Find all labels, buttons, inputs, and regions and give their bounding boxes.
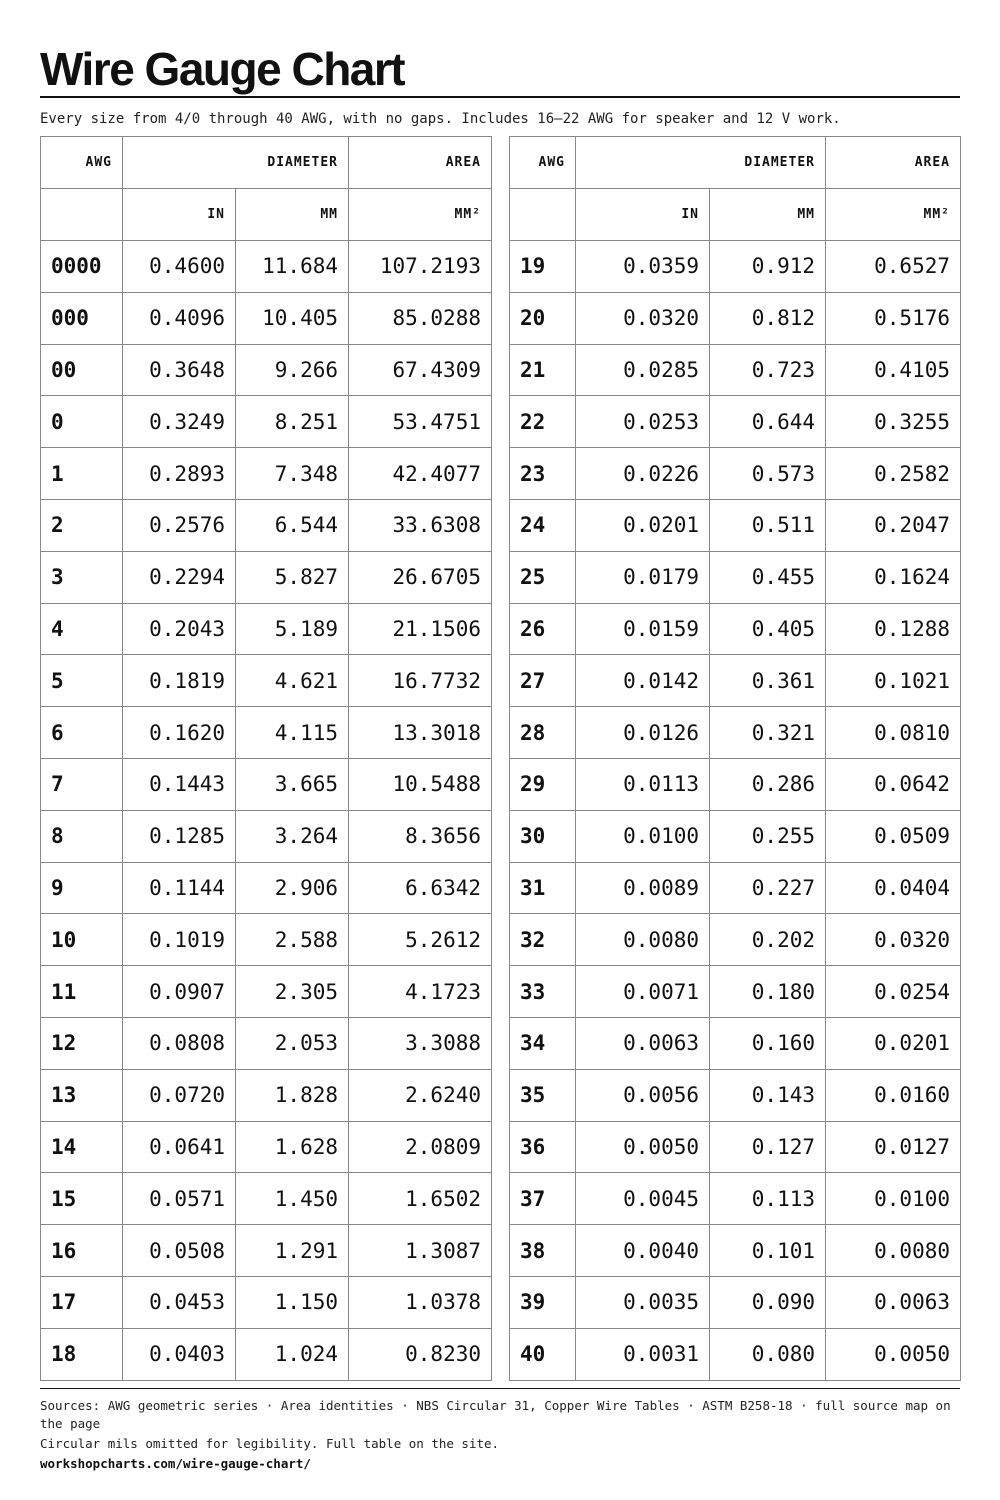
diameter-in-cell: 0.0031 xyxy=(576,1328,710,1380)
area-mm2-cell: 0.0509 xyxy=(826,810,961,862)
diameter-in-cell: 0.0113 xyxy=(576,758,710,810)
diameter-mm-cell: 1.828 xyxy=(236,1069,349,1121)
table-row xyxy=(510,551,961,603)
gauge-table-left-body xyxy=(41,241,492,1381)
diameter-mm-cell: 0.286 xyxy=(710,758,826,810)
gauge-table-right-body xyxy=(510,241,961,1381)
area-mm2-cell: 0.1624 xyxy=(826,551,961,603)
diameter-in-cell: 0.0641 xyxy=(123,1121,236,1173)
table-row xyxy=(510,603,961,655)
awg-cell: 16 xyxy=(41,1225,123,1277)
area-mm2-cell: 26.6705 xyxy=(349,551,492,603)
awg-cell: 6 xyxy=(41,707,123,759)
header-awg-unit-blank xyxy=(41,189,123,241)
area-mm2-cell: 85.0288 xyxy=(349,292,492,344)
diameter-mm-cell: 0.573 xyxy=(710,448,826,500)
table-row xyxy=(41,810,492,862)
awg-cell: 37 xyxy=(510,1173,576,1225)
diameter-in-cell: 0.0126 xyxy=(576,707,710,759)
table-row xyxy=(510,1017,961,1069)
table-row xyxy=(510,396,961,448)
area-mm2-cell: 107.2193 xyxy=(349,241,492,293)
awg-cell: 29 xyxy=(510,758,576,810)
area-mm2-cell: 0.0810 xyxy=(826,707,961,759)
table-row xyxy=(41,862,492,914)
diameter-in-cell: 0.0089 xyxy=(576,862,710,914)
awg-cell: 32 xyxy=(510,914,576,966)
table-row xyxy=(510,1225,961,1277)
footer-note: Circular mils omitted for legibility. Full table on the site. xyxy=(40,1436,500,1451)
header-unit-in: IN xyxy=(576,189,710,241)
table-row xyxy=(41,344,492,396)
area-mm2-cell: 0.0320 xyxy=(826,914,961,966)
area-mm2-cell: 0.3255 xyxy=(826,396,961,448)
area-mm2-cell: 1.0378 xyxy=(349,1276,492,1328)
diameter-in-cell: 0.1443 xyxy=(123,758,236,810)
awg-cell: 31 xyxy=(510,862,576,914)
diameter-mm-cell: 0.160 xyxy=(710,1017,826,1069)
tables-container xyxy=(40,136,960,1380)
diameter-in-cell: 0.2043 xyxy=(123,603,236,655)
diameter-mm-cell: 4.621 xyxy=(236,655,349,707)
header-awg: AWG xyxy=(41,137,123,189)
awg-cell: 30 xyxy=(510,810,576,862)
diameter-in-cell: 0.0720 xyxy=(123,1069,236,1121)
diameter-in-cell: 0.1285 xyxy=(123,810,236,862)
table-row xyxy=(510,758,961,810)
diameter-in-cell: 0.0201 xyxy=(576,499,710,551)
title-divider xyxy=(40,96,960,98)
awg-cell: 00 xyxy=(41,344,123,396)
table-row xyxy=(41,1173,492,1225)
diameter-in-cell: 0.0045 xyxy=(576,1173,710,1225)
diameter-in-cell: 0.1620 xyxy=(123,707,236,759)
page-title: Wire Gauge Chart xyxy=(40,43,405,95)
table-row xyxy=(510,655,961,707)
diameter-in-cell: 0.0453 xyxy=(123,1276,236,1328)
diameter-in-cell: 0.0179 xyxy=(576,551,710,603)
area-mm2-cell: 0.0642 xyxy=(826,758,961,810)
awg-cell: 10 xyxy=(41,914,123,966)
table-row xyxy=(510,499,961,551)
diameter-in-cell: 0.0285 xyxy=(576,344,710,396)
awg-cell: 26 xyxy=(510,603,576,655)
awg-cell: 17 xyxy=(41,1276,123,1328)
diameter-mm-cell: 0.202 xyxy=(710,914,826,966)
diameter-mm-cell: 2.305 xyxy=(236,966,349,1018)
diameter-mm-cell: 0.912 xyxy=(710,241,826,293)
area-mm2-cell: 0.0404 xyxy=(826,862,961,914)
diameter-in-cell: 0.0040 xyxy=(576,1225,710,1277)
header-diameter: DIAMETER xyxy=(576,137,826,189)
area-mm2-cell: 0.5176 xyxy=(826,292,961,344)
area-mm2-cell: 0.2047 xyxy=(826,499,961,551)
awg-cell: 4 xyxy=(41,603,123,655)
table-row xyxy=(510,1121,961,1173)
diameter-in-cell: 0.0080 xyxy=(576,914,710,966)
diameter-mm-cell: 0.255 xyxy=(710,810,826,862)
area-mm2-cell: 0.0100 xyxy=(826,1173,961,1225)
table-row xyxy=(510,862,961,914)
awg-cell: 3 xyxy=(41,551,123,603)
awg-cell: 2 xyxy=(41,499,123,551)
diameter-in-cell: 0.0063 xyxy=(576,1017,710,1069)
table-row xyxy=(510,1173,961,1225)
diameter-mm-cell: 2.906 xyxy=(236,862,349,914)
awg-cell: 14 xyxy=(41,1121,123,1173)
diameter-in-cell: 0.0508 xyxy=(123,1225,236,1277)
diameter-in-cell: 0.0226 xyxy=(576,448,710,500)
table-row xyxy=(41,603,492,655)
diameter-mm-cell: 1.150 xyxy=(236,1276,349,1328)
diameter-in-cell: 0.3648 xyxy=(123,344,236,396)
area-mm2-cell: 6.6342 xyxy=(349,862,492,914)
area-mm2-cell: 4.1723 xyxy=(349,966,492,1018)
awg-cell: 0000 xyxy=(41,241,123,293)
diameter-in-cell: 0.0571 xyxy=(123,1173,236,1225)
diameter-mm-cell: 8.251 xyxy=(236,396,349,448)
table-row xyxy=(41,551,492,603)
table-row xyxy=(510,448,961,500)
table-row xyxy=(41,396,492,448)
awg-cell: 28 xyxy=(510,707,576,759)
table-row xyxy=(41,1225,492,1277)
area-mm2-cell: 3.3088 xyxy=(349,1017,492,1069)
diameter-in-cell: 0.0056 xyxy=(576,1069,710,1121)
table-row xyxy=(41,914,492,966)
diameter-mm-cell: 10.405 xyxy=(236,292,349,344)
area-mm2-cell: 8.3656 xyxy=(349,810,492,862)
area-mm2-cell: 0.0201 xyxy=(826,1017,961,1069)
awg-cell: 18 xyxy=(41,1328,123,1380)
diameter-in-cell: 0.0071 xyxy=(576,966,710,1018)
header-unit-mm2: MM² xyxy=(349,189,492,241)
awg-cell: 0 xyxy=(41,396,123,448)
diameter-mm-cell: 4.115 xyxy=(236,707,349,759)
awg-cell: 34 xyxy=(510,1017,576,1069)
diameter-in-cell: 0.2294 xyxy=(123,551,236,603)
diameter-mm-cell: 1.291 xyxy=(236,1225,349,1277)
diameter-mm-cell: 1.628 xyxy=(236,1121,349,1173)
area-mm2-cell: 1.6502 xyxy=(349,1173,492,1225)
awg-cell: 19 xyxy=(510,241,576,293)
table-row xyxy=(41,966,492,1018)
awg-cell: 13 xyxy=(41,1069,123,1121)
diameter-in-cell: 0.1144 xyxy=(123,862,236,914)
diameter-in-cell: 0.2893 xyxy=(123,448,236,500)
table-row xyxy=(41,655,492,707)
awg-cell: 36 xyxy=(510,1121,576,1173)
area-mm2-cell: 53.4751 xyxy=(349,396,492,448)
area-mm2-cell: 0.0127 xyxy=(826,1121,961,1173)
diameter-mm-cell: 5.827 xyxy=(236,551,349,603)
diameter-mm-cell: 1.450 xyxy=(236,1173,349,1225)
diameter-in-cell: 0.0100 xyxy=(576,810,710,862)
table-row xyxy=(510,292,961,344)
awg-cell: 15 xyxy=(41,1173,123,1225)
page-subtitle: Every size from 4/0 through 40 AWG, with no gaps. Includes 16–22 AWG for speaker and 12 V work. xyxy=(40,111,841,127)
table-row xyxy=(510,344,961,396)
page xyxy=(40,0,960,1367)
header-awg-unit-blank xyxy=(510,189,576,241)
awg-cell: 27 xyxy=(510,655,576,707)
area-mm2-cell: 0.8230 xyxy=(349,1328,492,1380)
diameter-mm-cell: 0.361 xyxy=(710,655,826,707)
area-mm2-cell: 0.1288 xyxy=(826,603,961,655)
awg-cell: 000 xyxy=(41,292,123,344)
diameter-in-cell: 0.0035 xyxy=(576,1276,710,1328)
area-mm2-cell: 0.2582 xyxy=(826,448,961,500)
diameter-mm-cell: 0.127 xyxy=(710,1121,826,1173)
area-mm2-cell: 0.0080 xyxy=(826,1225,961,1277)
area-mm2-cell: 67.4309 xyxy=(349,344,492,396)
awg-cell: 20 xyxy=(510,292,576,344)
diameter-in-cell: 0.0142 xyxy=(576,655,710,707)
table-row xyxy=(41,758,492,810)
area-mm2-cell: 0.0063 xyxy=(826,1276,961,1328)
diameter-mm-cell: 3.264 xyxy=(236,810,349,862)
area-mm2-cell: 0.6527 xyxy=(826,241,961,293)
area-mm2-cell: 16.7732 xyxy=(349,655,492,707)
diameter-mm-cell: 0.321 xyxy=(710,707,826,759)
table-row xyxy=(510,1276,961,1328)
table-row xyxy=(41,1017,492,1069)
awg-cell: 12 xyxy=(41,1017,123,1069)
diameter-in-cell: 0.3249 xyxy=(123,396,236,448)
area-mm2-cell: 0.1021 xyxy=(826,655,961,707)
header-unit-mm: MM xyxy=(710,189,826,241)
awg-cell: 7 xyxy=(41,758,123,810)
diameter-mm-cell: 9.266 xyxy=(236,344,349,396)
diameter-mm-cell: 0.405 xyxy=(710,603,826,655)
header-awg: AWG xyxy=(510,137,576,189)
diameter-in-cell: 0.0159 xyxy=(576,603,710,655)
awg-cell: 5 xyxy=(41,655,123,707)
diameter-in-cell: 0.1819 xyxy=(123,655,236,707)
footer xyxy=(40,1388,960,1473)
footer-url-link[interactable]: workshopcharts.com/wire-gauge-chart/ xyxy=(40,1456,311,1471)
header-unit-mm2: MM² xyxy=(826,189,961,241)
diameter-in-cell: 0.4096 xyxy=(123,292,236,344)
area-mm2-cell: 21.1506 xyxy=(349,603,492,655)
diameter-in-cell: 0.2576 xyxy=(123,499,236,551)
awg-cell: 35 xyxy=(510,1069,576,1121)
header-unit-mm: MM xyxy=(236,189,349,241)
diameter-mm-cell: 0.101 xyxy=(710,1225,826,1277)
diameter-mm-cell: 2.588 xyxy=(236,914,349,966)
area-mm2-cell: 13.3018 xyxy=(349,707,492,759)
awg-cell: 9 xyxy=(41,862,123,914)
awg-cell: 25 xyxy=(510,551,576,603)
header-diameter: DIAMETER xyxy=(123,137,349,189)
diameter-mm-cell: 3.665 xyxy=(236,758,349,810)
header-row-top xyxy=(41,137,492,189)
table-row xyxy=(41,292,492,344)
diameter-mm-cell: 7.348 xyxy=(236,448,349,500)
diameter-in-cell: 0.4600 xyxy=(123,241,236,293)
diameter-mm-cell: 0.723 xyxy=(710,344,826,396)
diameter-in-cell: 0.0253 xyxy=(576,396,710,448)
table-row xyxy=(510,810,961,862)
header-unit-in: IN xyxy=(123,189,236,241)
awg-cell: 24 xyxy=(510,499,576,551)
table-row xyxy=(510,1069,961,1121)
diameter-mm-cell: 2.053 xyxy=(236,1017,349,1069)
table-row xyxy=(41,499,492,551)
table-row xyxy=(41,448,492,500)
diameter-mm-cell: 11.684 xyxy=(236,241,349,293)
table-row xyxy=(510,966,961,1018)
header-row-top xyxy=(510,137,961,189)
diameter-mm-cell: 0.455 xyxy=(710,551,826,603)
header-area: AREA xyxy=(826,137,961,189)
diameter-mm-cell: 0.812 xyxy=(710,292,826,344)
area-mm2-cell: 0.4105 xyxy=(826,344,961,396)
footer-sources: Sources: AWG geometric series · Area identities · NBS Circular 31, Copper Wire Tables · ASTM B258-18 · full source map on the page xyxy=(40,1398,951,1431)
header-row-units xyxy=(510,189,961,241)
diameter-mm-cell: 0.180 xyxy=(710,966,826,1018)
table-row xyxy=(510,914,961,966)
awg-cell: 23 xyxy=(510,448,576,500)
table-row xyxy=(41,1328,492,1380)
area-mm2-cell: 0.0050 xyxy=(826,1328,961,1380)
diameter-mm-cell: 0.227 xyxy=(710,862,826,914)
diameter-mm-cell: 5.189 xyxy=(236,603,349,655)
diameter-in-cell: 0.0320 xyxy=(576,292,710,344)
diameter-in-cell: 0.1019 xyxy=(123,914,236,966)
area-mm2-cell: 10.5488 xyxy=(349,758,492,810)
diameter-mm-cell: 0.644 xyxy=(710,396,826,448)
area-mm2-cell: 1.3087 xyxy=(349,1225,492,1277)
table-row xyxy=(41,1069,492,1121)
area-mm2-cell: 0.0254 xyxy=(826,966,961,1018)
diameter-in-cell: 0.0050 xyxy=(576,1121,710,1173)
diameter-in-cell: 0.0808 xyxy=(123,1017,236,1069)
awg-cell: 11 xyxy=(41,966,123,1018)
area-mm2-cell: 5.2612 xyxy=(349,914,492,966)
awg-cell: 40 xyxy=(510,1328,576,1380)
diameter-in-cell: 0.0403 xyxy=(123,1328,236,1380)
area-mm2-cell: 0.0160 xyxy=(826,1069,961,1121)
awg-cell: 33 xyxy=(510,966,576,1018)
area-mm2-cell: 2.6240 xyxy=(349,1069,492,1121)
diameter-in-cell: 0.0359 xyxy=(576,241,710,293)
header-row-units xyxy=(41,189,492,241)
diameter-mm-cell: 0.511 xyxy=(710,499,826,551)
table-row xyxy=(510,1328,961,1380)
awg-cell: 8 xyxy=(41,810,123,862)
table-row xyxy=(41,707,492,759)
table-row xyxy=(41,241,492,293)
table-row xyxy=(41,1121,492,1173)
diameter-in-cell: 0.0907 xyxy=(123,966,236,1018)
area-mm2-cell: 33.6308 xyxy=(349,499,492,551)
awg-cell: 21 xyxy=(510,344,576,396)
diameter-mm-cell: 0.080 xyxy=(710,1328,826,1380)
header-area: AREA xyxy=(349,137,492,189)
awg-cell: 39 xyxy=(510,1276,576,1328)
gauge-table-right xyxy=(509,136,961,1381)
table-row xyxy=(41,1276,492,1328)
diameter-mm-cell: 1.024 xyxy=(236,1328,349,1380)
diameter-mm-cell: 6.544 xyxy=(236,499,349,551)
area-mm2-cell: 2.0809 xyxy=(349,1121,492,1173)
diameter-mm-cell: 0.113 xyxy=(710,1173,826,1225)
area-mm2-cell: 42.4077 xyxy=(349,448,492,500)
diameter-mm-cell: 0.143 xyxy=(710,1069,826,1121)
table-row xyxy=(510,707,961,759)
awg-cell: 22 xyxy=(510,396,576,448)
gauge-table-left xyxy=(40,136,492,1381)
awg-cell: 1 xyxy=(41,448,123,500)
awg-cell: 38 xyxy=(510,1225,576,1277)
diameter-mm-cell: 0.090 xyxy=(710,1276,826,1328)
table-row xyxy=(510,241,961,293)
